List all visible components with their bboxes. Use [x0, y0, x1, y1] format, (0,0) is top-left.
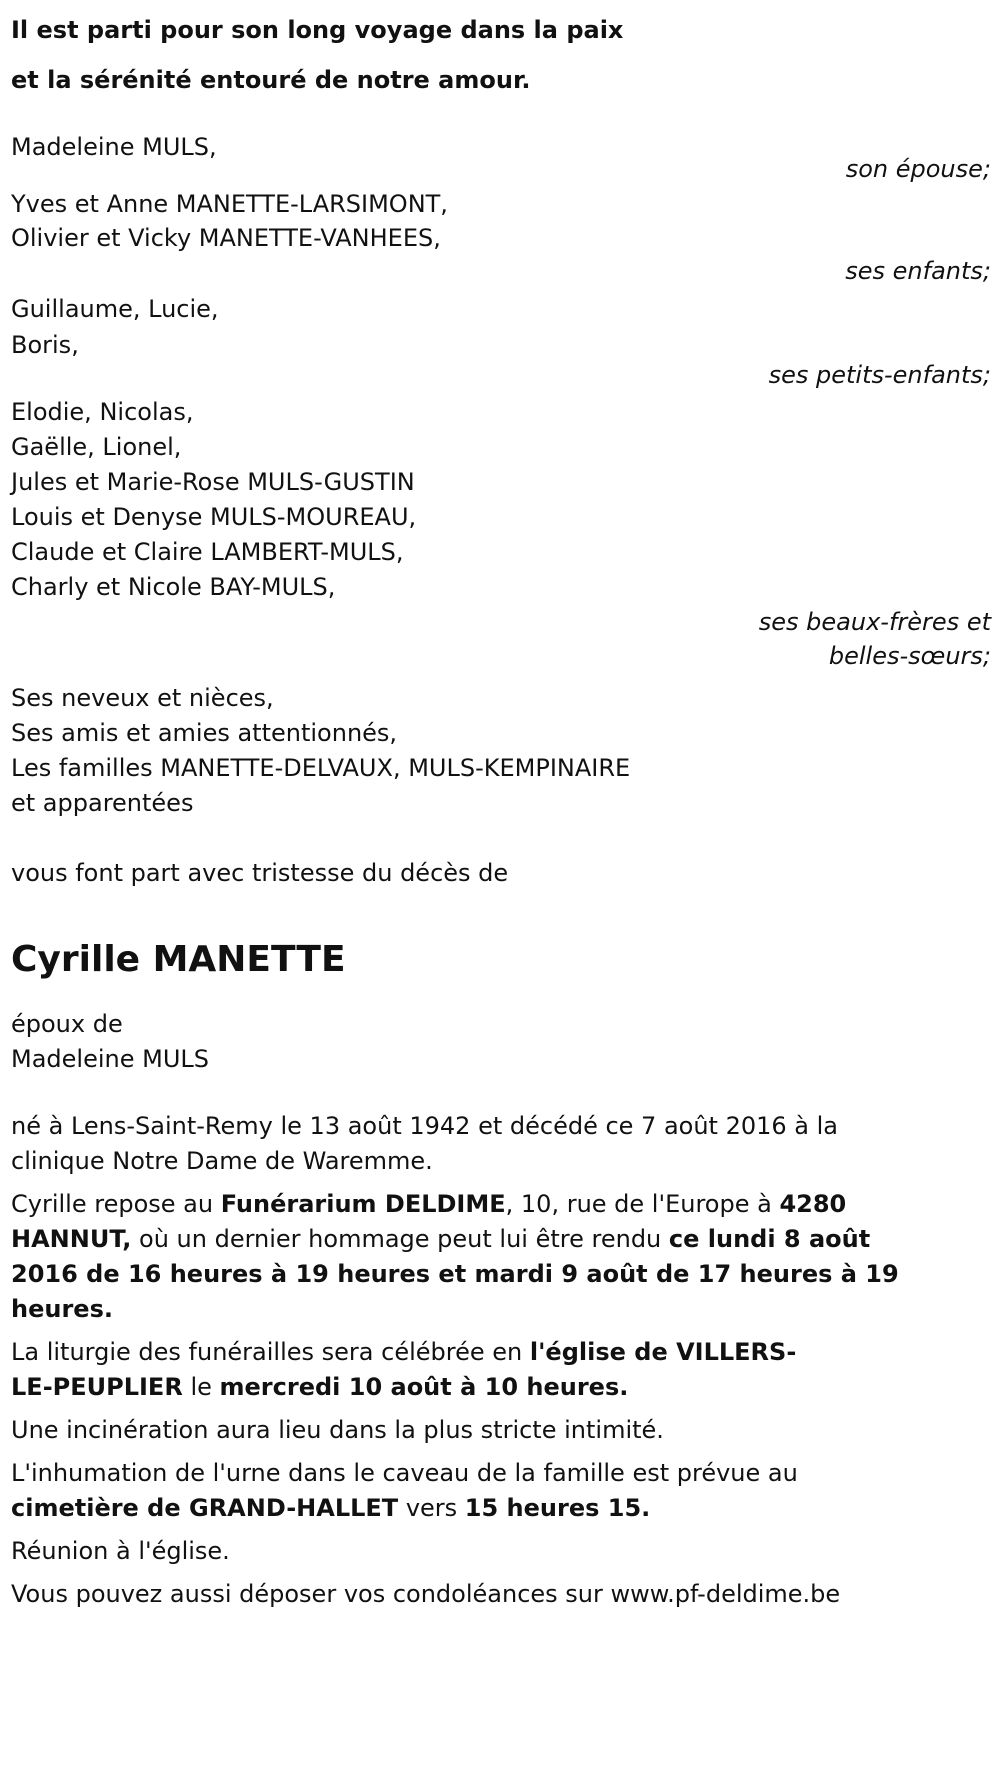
burial-text: L'inhumation de l'urne dans le caveau de la famille est prévue au [11, 1459, 798, 1487]
intro-line: Il est parti pour son long voyage dans la paix [11, 16, 624, 44]
liturgy-date: mercredi 10 août à 10 heures. [219, 1373, 629, 1401]
meeting-text: Réunion à l'église. [11, 1537, 230, 1565]
repose-text: où un dernier hommage peut lui être rendu [131, 1225, 669, 1253]
family-role: son épouse; [845, 155, 991, 183]
family-name: Charly et Nicole BAY-MULS, [11, 573, 336, 601]
church-name: LE-PEUPLIER [11, 1373, 183, 1401]
birth-death-line: clinique Notre Dame de Waremme. [11, 1147, 433, 1175]
deceased-name: Cyrille MANETTE [11, 939, 346, 980]
family-name: Elodie, Nicolas, [11, 398, 194, 426]
spouse-of-line: époux de [11, 1010, 123, 1038]
visit-schedule: 2016 de 16 heures à 19 heures et mardi 9 août de 17 heures à 19 [11, 1260, 899, 1288]
family-role-line: ses beaux-frères et [758, 608, 991, 636]
postal-code: 4280 [779, 1190, 847, 1218]
family-name: Claude et Claire LAMBERT-MULS, [11, 538, 404, 566]
visit-schedule: ce lundi 8 août [668, 1225, 871, 1253]
family-name: Ses neveux et nièces, [11, 684, 274, 712]
burial-time: 15 heures 15. [464, 1494, 651, 1522]
family-others [11, 681, 996, 821]
family-name: Yves et Anne MANETTE-LARSIMONT, [11, 190, 448, 218]
family-in-laws [11, 395, 996, 673]
visit-schedule: heures. [11, 1295, 113, 1323]
family-name: Jules et Marie-Rose MULS-GUSTIN [11, 468, 415, 496]
liturgy-text: La liturgie des funérailles sera célébrée en [11, 1338, 530, 1366]
family-role [11, 605, 996, 673]
family-name: Ses amis et amies attentionnés, [11, 719, 398, 747]
family-name: Boris, [11, 331, 79, 359]
burial-paragraph [11, 1456, 996, 1526]
intro-line: et la sérénité entouré de notre amour. [11, 66, 531, 94]
liturgy-paragraph [11, 1335, 996, 1405]
condolences-text: Vous pouvez aussi déposer vos condoléances sur www.pf-deldime.be [11, 1580, 841, 1608]
intro-text [11, 5, 996, 105]
family-spouse [11, 127, 996, 189]
church-name: l'église de VILLERS- [529, 1338, 797, 1366]
family-name: Madeleine MULS, [11, 133, 217, 161]
family-name: Gaëlle, Lionel, [11, 433, 182, 461]
cemetery-name: cimetière de GRAND-HALLET [11, 1494, 399, 1522]
family-role: ses petits-enfants; [768, 361, 991, 389]
family-role-line: belles-sœurs; [828, 642, 991, 670]
birth-death-line: né à Lens-Saint-Remy le 13 août 1942 et décédé ce 7 août 2016 à la [11, 1112, 839, 1140]
family-role: ses enfants; [845, 257, 991, 285]
family-name: Les familles MANETTE-DELVAUX, MULS-KEMPINAIRE [11, 754, 631, 782]
city-name: HANNUT, [11, 1225, 132, 1253]
repose-text: Cyrille repose au [11, 1190, 221, 1218]
family-name: et apparentées [11, 789, 194, 817]
announcement-text: vous font part avec tristesse du décès de [11, 859, 509, 887]
obituary-document [11, 0, 996, 1612]
incineration-text: Une incinération aura lieu dans la plus stricte intimité. [11, 1416, 664, 1444]
family-name: Olivier et Vicky MANETTE-VANHEES, [11, 224, 441, 252]
repose-paragraph [11, 1187, 996, 1327]
birth-death-paragraph [11, 1109, 996, 1179]
family-grandchildren [11, 291, 996, 395]
spouse-of [11, 1007, 996, 1077]
funerarium-name: Funérarium DELDIME [220, 1190, 506, 1218]
spouse-of-line: Madeleine MULS [11, 1045, 209, 1073]
repose-text: , 10, rue de l'Europe à [505, 1190, 780, 1218]
family-children [11, 187, 996, 291]
family-name: Guillaume, Lucie, [11, 295, 219, 323]
family-name: Louis et Denyse MULS-MOUREAU, [11, 503, 417, 531]
burial-text: vers [398, 1494, 465, 1522]
liturgy-text: le [182, 1373, 220, 1401]
